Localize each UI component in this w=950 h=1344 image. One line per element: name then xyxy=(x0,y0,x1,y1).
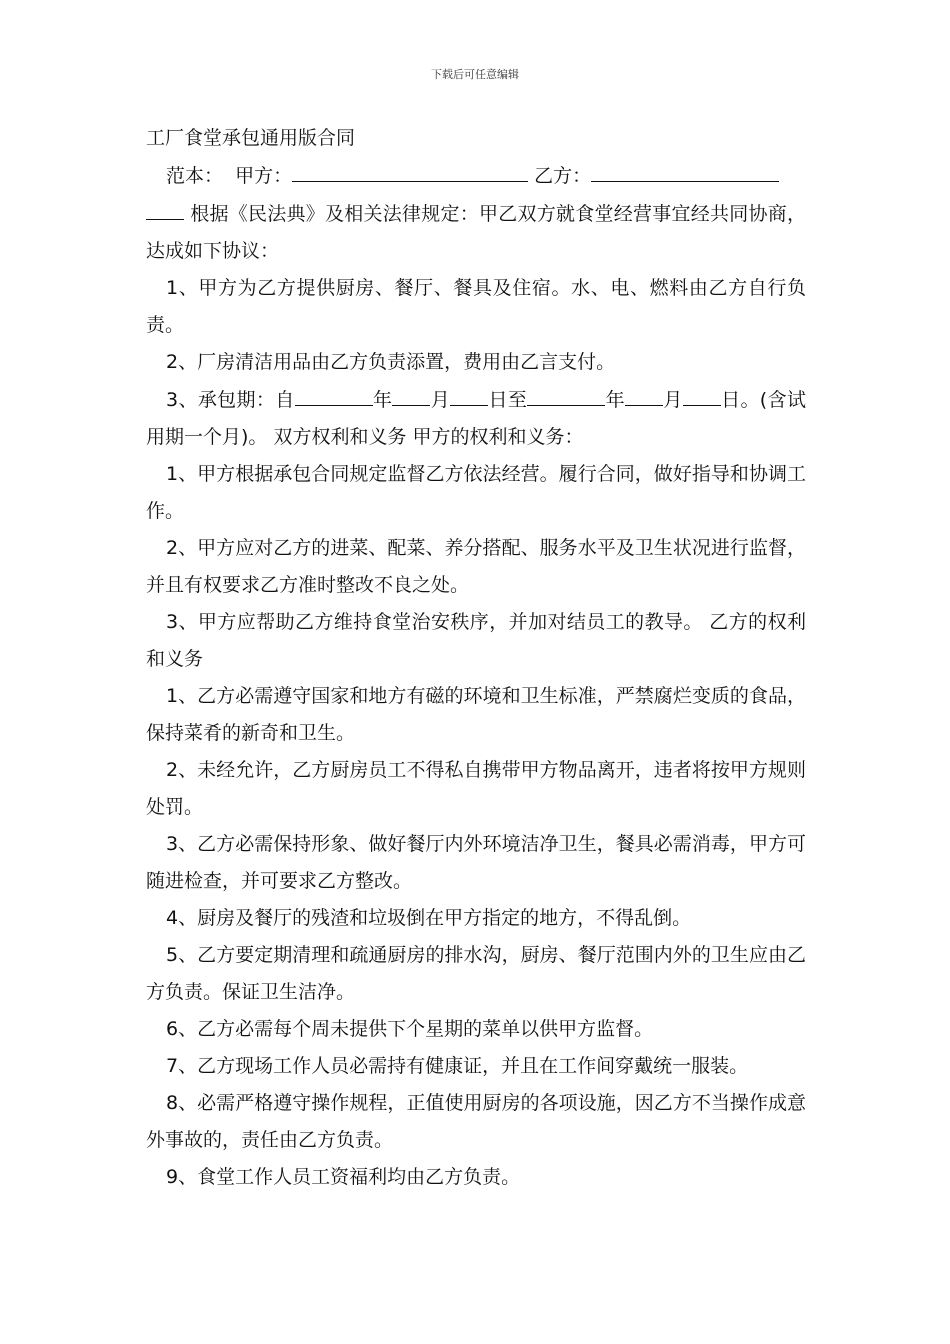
term-year-label: 年 xyxy=(372,389,393,411)
party-b-blank xyxy=(591,157,779,182)
clause-party-a-2: 2、甲方应对乙方的进菜、配菜、养分搭配、服务水平及卫生状况进行监督，并且有权要求乙方准时整改不良之处。 xyxy=(146,537,806,596)
end-month-blank xyxy=(625,381,663,406)
clause-party-b-5: 5、乙方要定期清理和疏通厨房的排水沟，厨房、餐厅范围内外的卫生应由乙方负责。保证卫生洁净。 xyxy=(146,944,806,1003)
clause-general-1: 1、甲方为乙方提供厨房、餐厅、餐具及住宿。水、电、燃料由乙方自行负责。 xyxy=(146,277,806,336)
term-prefix: 3、承包期：自 xyxy=(166,389,295,411)
parties-line xyxy=(146,157,806,195)
party-a-label: 甲方： xyxy=(235,165,293,187)
clause-party-b-4: 4、厨房及餐厅的残渣和垃圾倒在甲方指定的地方，不得乱倒。 xyxy=(166,907,692,929)
term-suffix: 。(含试用期一个月)。 双方权利和义务 甲方的权利和义务： xyxy=(146,389,806,448)
intro-paragraph xyxy=(146,195,806,270)
end-year-blank xyxy=(527,381,605,406)
party-b-blank-continued xyxy=(146,195,184,220)
start-year-blank xyxy=(295,381,373,406)
clause-party-a-3: 3、甲方应帮助乙方维持食堂治安秩序，并加对结员工的教导。 乙方的权利和义务 xyxy=(146,611,806,670)
clause-party-b-3: 3、乙方必需保持形象、做好餐厅内外环境洁净卫生，餐具必需消毒，甲方可随进检查，并可要求乙方整改。 xyxy=(146,833,806,892)
clause-party-b-7: 7、乙方现场工作人员必需持有健康证，并且在工作间穿戴统一服装。 xyxy=(166,1055,749,1077)
party-a-blank xyxy=(292,157,528,182)
term-day-to-label: 日至 xyxy=(488,389,528,411)
document-title: 工厂食堂承包通用版合同 xyxy=(146,127,356,149)
party-b-label: 乙方： xyxy=(534,165,592,187)
term-year-label-2: 年 xyxy=(605,389,625,411)
sample-label: 范本： xyxy=(166,165,224,187)
intro-text: 根据《民法典》及相关法律规定：甲乙双方就食堂经营事宜经共同协商，达成如下协议： xyxy=(146,203,806,262)
clause-party-b-6: 6、乙方必需每个周未提供下个星期的菜单以供甲方监督。 xyxy=(166,1018,654,1040)
clause-party-a-1: 1、甲方根据承包合同规定监督乙方依法经营。履行合同，做好指导和协调工作。 xyxy=(146,463,806,522)
term-month-label-2: 月 xyxy=(662,389,683,411)
clause-general-2: 2、厂房清洁用品由乙方负责添置，费用由乙言支付。 xyxy=(166,351,616,373)
clause-party-b-2: 2、未经允许，乙方厨房员工不得私自携带甲方物品离开，违者将按甲方规则处罚。 xyxy=(146,759,806,818)
term-day-label: 日 xyxy=(720,389,741,411)
start-day-blank xyxy=(450,381,488,406)
clause-party-b-9: 9、食堂工作人员工资福利均由乙方负责。 xyxy=(166,1166,521,1188)
end-day-blank xyxy=(683,381,721,406)
contract-term-clause xyxy=(146,381,806,456)
document-body xyxy=(146,120,806,1196)
start-month-blank xyxy=(392,381,430,406)
term-month-label: 月 xyxy=(430,389,451,411)
clause-party-b-8: 8、必需严格遵守操作规程，正值使用厨房的各项设施，因乙方不当操作成意外事故的，责任由乙方负责。 xyxy=(146,1092,806,1151)
page-header-note: 下载后可任意编辑 xyxy=(431,68,519,81)
clause-party-b-1: 1、乙方必需遵守国家和地方有磁的环境和卫生标准，严禁腐烂变质的食品，保持菜肴的新奇和卫生。 xyxy=(146,685,806,744)
